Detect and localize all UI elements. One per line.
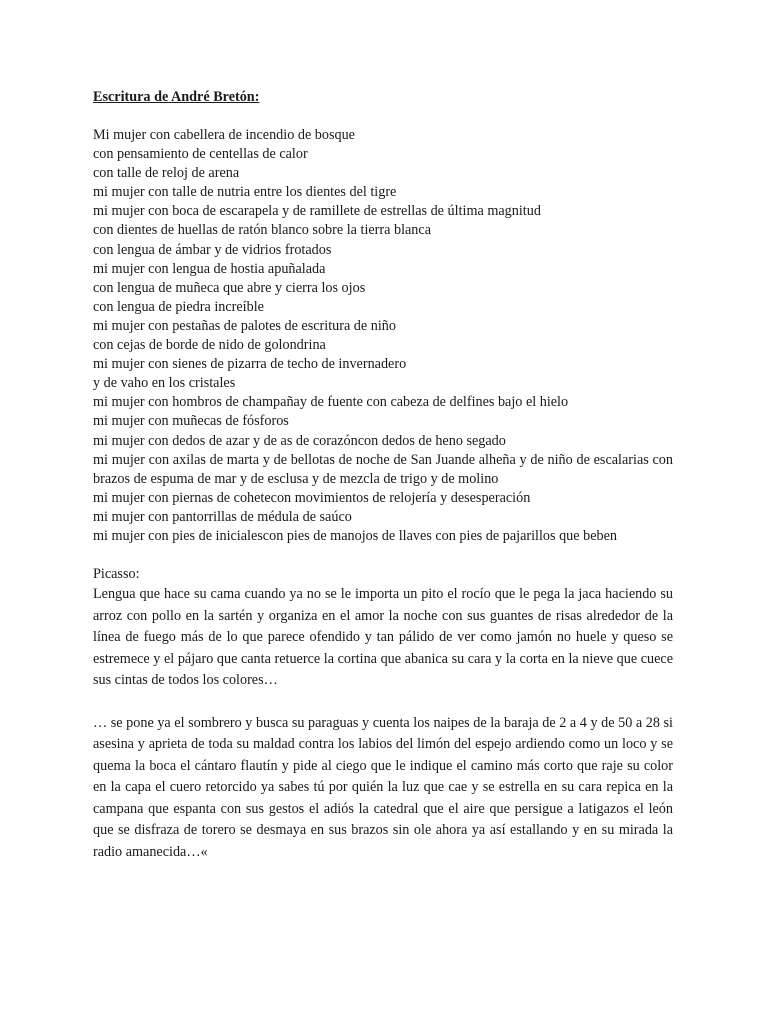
poem-line: mi mujer con axilas de marta y de bellotas de noche de San Juande alheña y de niño de escalarias con brazos de espuma de mar y de esclusa y de mezcla de trigo y de molino [93, 451, 673, 487]
section-label: Picasso: [93, 566, 140, 583]
poem-line: y de vaho en los cristales [93, 375, 236, 392]
poem [93, 126, 673, 546]
document-page [93, 88, 673, 863]
poem-line: mi mujer con dedos de azar y de as de corazóncon dedos de heno segado [93, 432, 506, 449]
poem-line: mi mujer con pantorrillas de médula de saúco [93, 508, 352, 525]
poem-line: mi mujer con piernas de cohetecon movimientos de relojería y desesperación [93, 489, 531, 506]
poem-line: Mi mujer con cabellera de incendio de bosque [93, 127, 355, 143]
paragraph: … se pone ya el sombrero y busca su paraguas y cuenta los naipes de la baraja de 2 a 4 y de 50 a 28 si asesina y aprieta de toda su maldad contra los labios del limón del espejo ardiendo como un loco y se quema la boca el cántaro flautín y pide al ciego que le indique el camino más corto que raje su color en la capa el cuero retorcido ya sabes tú por quién la luz que cae y se estrella en su cara repica en la campana que espanta con sus gestos el adiós la catedral que el aire que persigue a latigazos el león que se disfraza de torero se desmaya en sus brazos sin ole ahora ya así estallando y en su mirada la radio amanecida…« [93, 714, 673, 860]
poem-line: mi mujer con pestañas de palotes de escritura de niño [93, 317, 396, 334]
poem-line: mi mujer con boca de escarapela y de ramillete de estrellas de última magnitud [93, 203, 541, 220]
poem-line: mi mujer con muñecas de fósforos [93, 413, 289, 430]
poem-line: con talle de reloj de arena [93, 165, 240, 182]
poem-line: mi mujer con sienes de pizarra de techo de invernadero [93, 356, 407, 373]
poem-line: con lengua de ámbar y de vidrios frotados [93, 241, 332, 258]
poem-line: con cejas de borde de nido de golondrina [93, 337, 326, 354]
poem-line: con pensamiento de centellas de calor [93, 146, 308, 163]
poem-line: mi mujer con lengua de hostia apuñalada [93, 260, 326, 277]
poem-line: mi mujer con talle de nutria entre los dientes del tigre [93, 184, 397, 201]
poem-line: con lengua de piedra increíble [93, 298, 264, 315]
poem-line: con dientes de huellas de ratón blanco sobre la tierra blanca [93, 222, 431, 239]
document-title: Escritura de André Bretón: [93, 89, 260, 105]
poem-line: mi mujer con hombros de champañay de fuente con cabeza de delfines bajo el hielo [93, 394, 569, 411]
paragraph: Lengua que hace su cama cuando ya no se le importa un pito el rocío que le pega la jaca haciendo su arroz con pollo en la sartén y organiza en el amor la noche con sus guantes de risas alrededor de la línea de fuego más de lo que parece ofendido y tan pálido de ver como jamón no huele y queso se estremece y el pájaro que canta retuerce la cortina que abanica su cara y la corta en la nieve que cuece sus cintas de todos los colores… [93, 586, 673, 689]
poem-line: mi mujer con pies de inicialescon pies de manojos de llaves con pies de pajarillos que beben [93, 527, 617, 544]
poem-line: con lengua de muñeca que abre y cierra los ojos [93, 279, 366, 296]
